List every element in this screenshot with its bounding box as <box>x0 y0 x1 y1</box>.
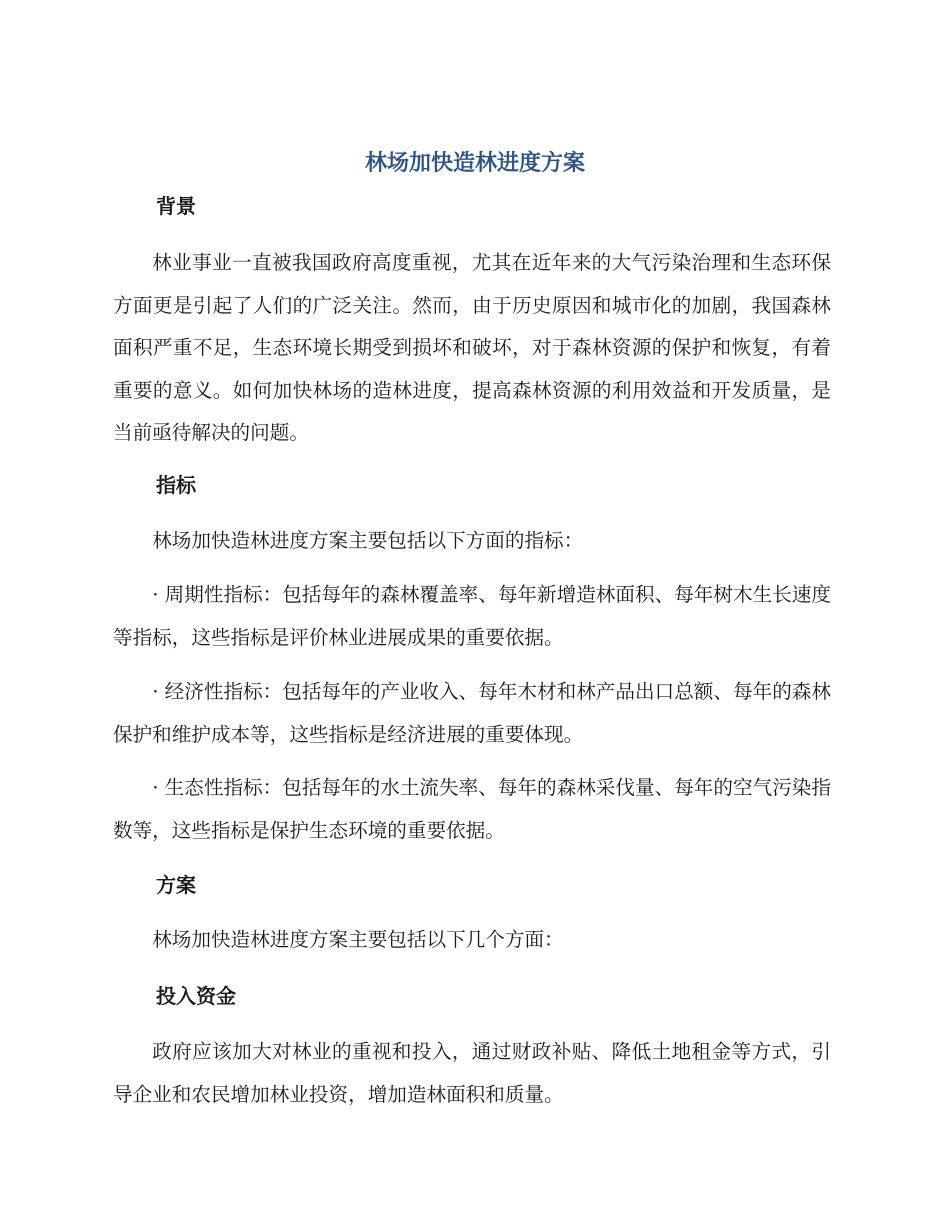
list-item-periodic-indicator: · 周期性指标：包括每年的森林覆盖率、每年新增造林面积、每年树木生长速度等指标，这些指标是评价林业进展成果的重要依据。 <box>113 583 831 649</box>
list-item-economic-indicator: · 经济性指标：包括每年的产业收入、每年木材和林产品出口总额、每年的森林保护和维护成本等，这些指标是经济进展的重要体现。 <box>113 680 831 746</box>
heading-investment: 投入资金 <box>156 984 236 1008</box>
heading-plan: 方案 <box>156 873 196 897</box>
document-title: 林场加快造林进度方案 <box>364 151 585 176</box>
paragraph-indicators-intro: 林场加快造林进度方案主要包括以下方面的指标： <box>152 529 584 552</box>
list-item-ecological-indicator: · 生态性指标：包括每年的水土流失率、每年的森林采伐量、每年的空气污染指数等，这些指标是保护生态环境的重要依据。 <box>113 776 831 842</box>
paragraph-plan-intro: 林场加快造林进度方案主要包括以下几个方面： <box>152 928 564 951</box>
paragraph-investment: 政府应该加大对林业的重视和投入，通过财政补贴、降低土地租金等方式，引导企业和农民增加林业投资，增加造林面积和质量。 <box>113 1040 831 1106</box>
heading-indicators: 指标 <box>156 473 196 497</box>
heading-background: 背景 <box>156 194 196 218</box>
paragraph-background: 林业事业一直被我国政府高度重视，尤其在近年来的大气污染治理和生态环保方面更是引起了人们的广泛关注。然而，由于历史原因和城市化的加剧，我国森林面积严重不足，生态环境长期受到损坏和破坏，对于森林资源的保护和恢复，有着重要的意义。如何加快林场的造林进度，提高森林资源的利用效益和开发质量，是当前亟待解决的问题。 <box>113 251 831 444</box>
